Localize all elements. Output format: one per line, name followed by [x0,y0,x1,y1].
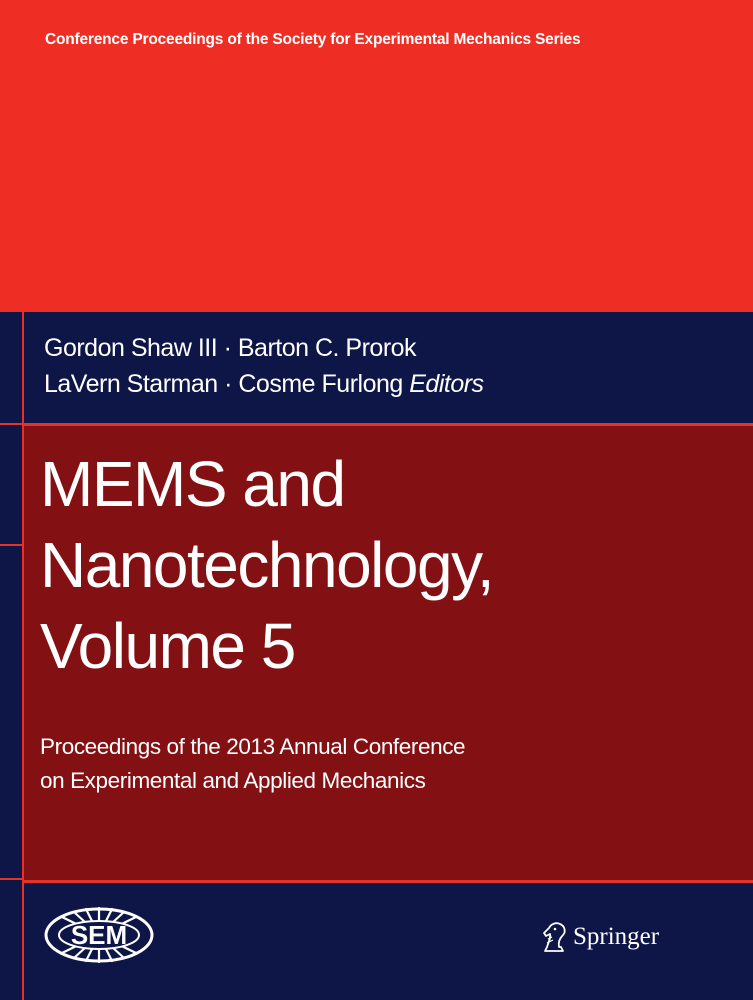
subtitle-line-1: Proceedings of the 2013 Annual Conference [40,734,466,759]
bottom-band [24,883,753,1000]
subtitle-line-2: on Experimental and Applied Mechanics [40,768,426,793]
editors-band [24,312,753,423]
strip-divider [0,544,22,546]
title-line-2: Nanotechnology, [40,529,494,601]
editors-names: LaVern Starman · Cosme Furlong [44,370,403,398]
springer-logo [539,921,659,953]
title-band [24,426,753,880]
title-line-3: Volume 5 [40,610,295,682]
editors-line-1: Gordon Shaw III · Barton C. Prorok [44,334,417,362]
springer-knight-icon [539,921,569,953]
subtitle [40,730,465,798]
strip-divider [0,878,22,880]
editors-role: Editors [409,370,484,398]
publisher-name: Springer [573,923,660,950]
book-title [40,444,493,687]
strip-divider [0,423,22,425]
editors-line-2 [44,370,484,399]
series-title: Conference Proceedings of the Society for Experimental Mechanics Series [45,31,581,48]
sem-logo-text: SEM [70,920,128,950]
left-strip [0,312,22,1000]
sem-logo [44,907,154,963]
title-line-1: MEMS and [40,448,345,520]
